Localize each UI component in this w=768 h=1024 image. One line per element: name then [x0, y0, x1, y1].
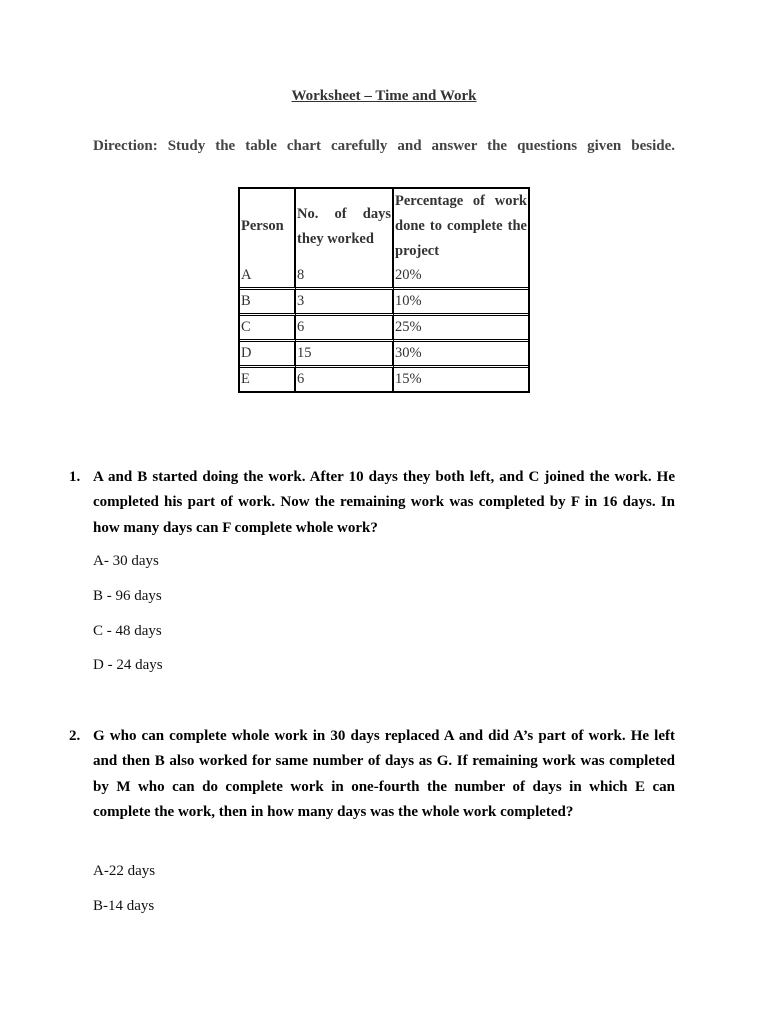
header-percentage: Percentage of work done to complete the project [395, 193, 527, 259]
cell-days: 6 [296, 368, 394, 391]
question-text: A and B started doing the work. After 10 days they both left, and C joined the work. He completed his part of work. Now the remaining work was completed by F in 16 days. In how many days can F complete whole work? [93, 469, 675, 536]
cell-percentage: 10% [394, 290, 528, 316]
table-row [240, 316, 528, 342]
cell-percentage: 25% [394, 316, 528, 342]
table-row [240, 368, 528, 391]
work-table [238, 187, 530, 393]
cell-days: 3 [296, 290, 394, 316]
cell-percentage: 20% [394, 264, 528, 290]
answer-option: A- 30 days [93, 553, 159, 569]
direction-text: Direction: Study the table chart carefully and answer the questions given beside. [93, 138, 675, 154]
cell-person: E [240, 368, 296, 391]
cell-person: B [240, 290, 296, 316]
cell-days: 6 [296, 316, 394, 342]
table-row [240, 290, 528, 316]
worksheet-title: Worksheet – Time and Work [291, 88, 477, 104]
cell-person: A [240, 264, 296, 290]
answer-option: B - 96 days [93, 588, 162, 604]
table-header-row [240, 189, 528, 264]
answer-option: A-22 days [93, 863, 156, 879]
answer-option: B-14 days [93, 898, 155, 914]
answer-option: D - 24 days [93, 657, 163, 673]
header-days: No. of days they worked [296, 189, 394, 264]
cell-person: D [240, 342, 296, 368]
answer-option: C - 48 days [93, 623, 162, 639]
cell-person: C [240, 316, 296, 342]
cell-percentage: 15% [395, 371, 422, 387]
cell-days: 8 [296, 264, 394, 290]
question-number: 1. [69, 469, 81, 485]
question-number: 2. [69, 728, 81, 744]
table-row [240, 342, 528, 368]
question-text: G who can complete whole work in 30 days replaced A and did A’s part of work. He left and then B also worked for same number of days as G. If remaining work was completed by M who can do complete work in one-fourth the number of days in which E can complete the work, then in how many days was the whole work completed? [93, 728, 675, 820]
cell-days: 15 [296, 342, 394, 368]
table-row [240, 264, 528, 290]
cell-percentage: 30% [394, 342, 528, 368]
header-person: Person [240, 189, 296, 264]
